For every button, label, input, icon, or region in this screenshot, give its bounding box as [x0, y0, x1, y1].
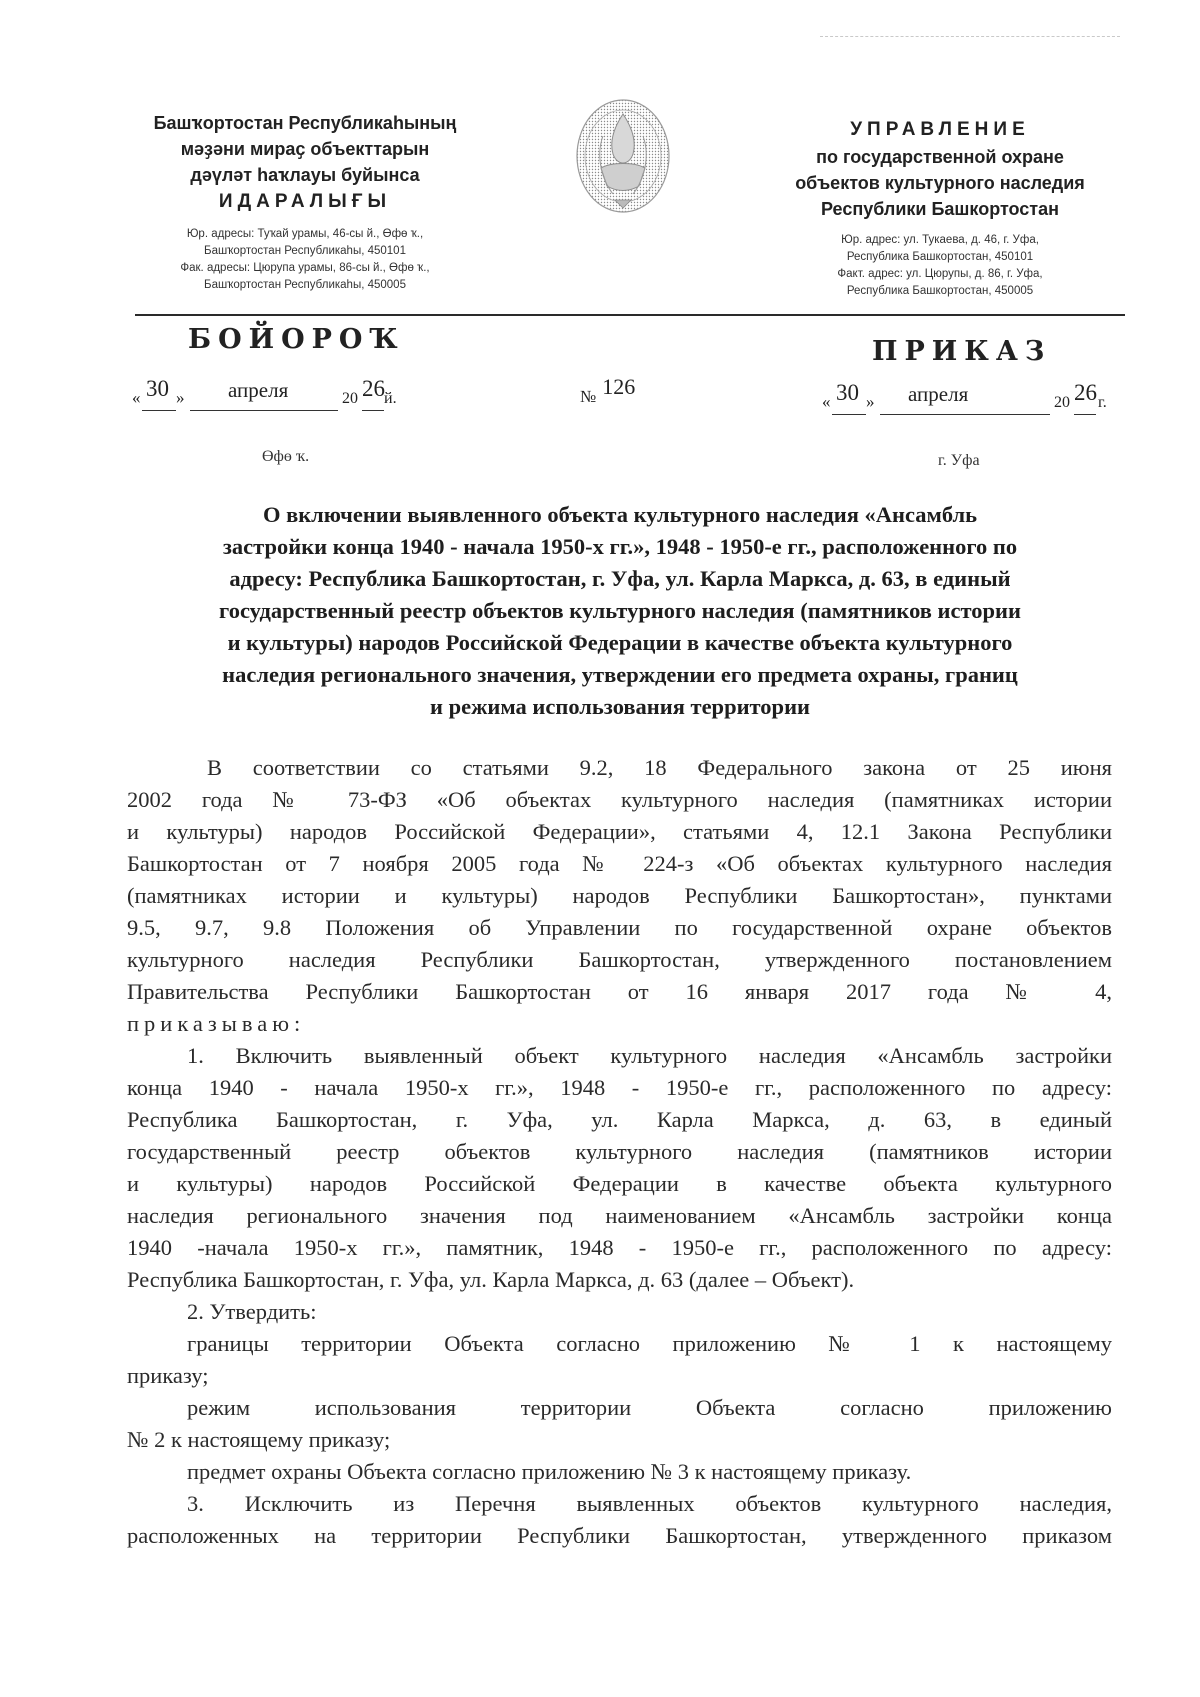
heading-line: О включении выявленного объекта культурного наследия «Ансамбль — [262, 502, 978, 527]
order-number — [580, 374, 636, 408]
document-heading — [126, 499, 1114, 723]
city-russian: г. Уфа — [938, 452, 980, 469]
body-line: (памятниках истории и культуры) народов Республики Башкортостан», пунктами — [127, 883, 1112, 908]
body-line: наследия регионального значения под наименованием «Ансамбль застройки конца — [127, 1203, 1112, 1228]
org-header-russian — [770, 116, 1110, 300]
body-line: конца 1940 - начала 1950-х гг.», 1948 - 1950-е гг., расположенного по адресу: — [127, 1075, 1112, 1100]
quote-close: » — [176, 388, 185, 407]
body-line: и культуры) народов Российской Федерации», статьями 4, 12.1 Закона Республики — [127, 819, 1112, 844]
org-line: мәҙәни мираҫ объекттарын — [180, 139, 430, 159]
date-year: 26 — [362, 376, 385, 401]
body-line: государственный реестр объектов культурного наследия (памятников истории — [127, 1139, 1112, 1164]
date-suffix: г. — [1098, 394, 1107, 411]
body-line: 9.5, 9.7, 9.8 Положения об Управлении по государственной охране объектов — [127, 915, 1112, 940]
coat-of-arms-icon — [573, 96, 673, 216]
body-line: 1. Включить выявленный объект культурного наследия «Ансамбль застройки — [187, 1043, 1112, 1068]
body-line: Правительства Республики Башкортостан от 16 января 2017 года № 4, — [127, 979, 1112, 1004]
heading-line: и культуры) народов Российской Федерации в качестве объекта культурного — [227, 630, 1013, 655]
org-name-russian — [770, 116, 1110, 222]
org-line: объектов культурного наследия — [795, 173, 1085, 193]
org-line: дәүләт һаҡлауы буйынса — [190, 165, 420, 185]
address-line: Факт. адрес: ул. Цюрупы, д. 86, г. Уфа, — [837, 268, 1043, 280]
scan-artifact — [820, 36, 1120, 37]
address-line: Башҡортостан Республикаһы, 450101 — [204, 245, 406, 257]
date-day: 30 — [836, 380, 859, 405]
address-line: Республика Башкортостан, 450005 — [846, 285, 1034, 297]
year-underline — [1074, 414, 1096, 415]
address-bashkir — [120, 226, 490, 294]
order-title-bashkir: БОЙОРОҠ — [188, 324, 405, 355]
body-line: Башкортостан от 7 ноября 2005 года № 224-з «Об объектах культурного наследия — [127, 851, 1112, 876]
body-line: 2. Утвердить: — [187, 1299, 317, 1324]
day-underline — [142, 410, 176, 411]
heading-line: государственный реестр объектов культурного наследия (памятников истории — [219, 598, 1021, 623]
quote-open: « — [132, 388, 141, 407]
address-line: Республика Башкортостан, 450101 — [846, 251, 1034, 263]
date-suffix: й. — [384, 390, 397, 407]
number-value: 126 — [602, 374, 636, 399]
org-name-bashkir — [120, 110, 490, 216]
header-divider — [135, 314, 1125, 316]
address-russian — [770, 232, 1110, 300]
quote-close: » — [866, 392, 875, 411]
org-line: по государственной охране — [816, 147, 1064, 167]
day-underline — [832, 414, 866, 415]
body-line-order-word: приказываю: — [127, 1011, 306, 1036]
body-line: 2002 года № 73-ФЗ «Об объектах культурного наследия (памятниках истории — [127, 787, 1112, 812]
body-line: и культуры) народов Российской Федерации в качестве объекта культурного — [127, 1171, 1112, 1196]
year-underline — [362, 410, 384, 411]
city-bashkir: Өфө ҡ. — [262, 448, 310, 465]
date-century: 20 — [342, 390, 358, 407]
address-line: Юр. адресы: Туҡай урамы, 46-сы й., Өфө ҡ., — [186, 228, 424, 240]
order-date-russian — [822, 380, 1122, 420]
quote-open: « — [822, 392, 831, 411]
body-line: приказу; — [127, 1363, 209, 1388]
address-line: Фак. адресы: Цюрупа урамы, 86-сы й., Өфө ҡ., — [180, 262, 430, 274]
order-title-russian: ПРИКАЗ — [872, 336, 1052, 367]
date-month: апреля — [908, 382, 969, 406]
body-line: Республика Башкортостан, г. Уфа, ул. Карла Маркса, д. 63 (далее – Объект). — [127, 1267, 855, 1292]
body-line: В соответствии со статьями 9.2, 18 Федерального закона от 25 июня — [207, 755, 1112, 780]
date-century: 20 — [1054, 394, 1070, 411]
body-line: границы территории Объекта согласно приложению № 1 к настоящему — [187, 1331, 1112, 1356]
body-line: 1940 -начала 1950-х гг.», памятник, 1948 - 1950-е гг., расположенного по адресу: — [127, 1235, 1112, 1260]
org-emphasis: ИДАРАЛЫҒЫ — [218, 191, 392, 212]
heading-line: застройки конца 1940 - начала 1950-х гг.», 1948 - 1950-е гг., расположенного по — [222, 534, 1018, 559]
body-line: предмет охраны Объекта согласно приложению № 3 к настоящему приказу. — [187, 1459, 912, 1484]
org-header-bashkir — [120, 110, 490, 294]
document-body — [127, 752, 1112, 1552]
body-line: Республика Башкортостан, г. Уфа, ул. Карла Маркса, д. 63, в единый — [127, 1107, 1112, 1132]
date-year: 26 — [1074, 380, 1097, 405]
heading-line: адресу: Республика Башкортостан, г. Уфа, ул. Карла Маркса, д. 63, в единый — [229, 566, 1011, 591]
org-line: Республики Башкортостан — [821, 199, 1059, 219]
date-month: апреля — [228, 378, 289, 402]
heading-line: и режима использования территории — [429, 694, 810, 719]
body-line: расположенных на территории Республики Башкортостан, утвержденного приказом — [127, 1523, 1112, 1548]
address-line: Башҡортостан Республикаһы, 450005 — [204, 279, 406, 291]
date-day: 30 — [146, 376, 169, 401]
body-line: режим использования территории Объекта согласно приложению — [187, 1395, 1112, 1420]
body-line: № 2 к настоящему приказу; — [127, 1427, 391, 1452]
month-underline — [190, 410, 338, 411]
body-line: культурного наследия Республики Башкортостан, утвержденного постановлением — [127, 947, 1112, 972]
order-date-bashkir — [132, 376, 452, 416]
address-line: Юр. адрес: ул. Тукаева, д. 46, г. Уфа, — [841, 234, 1039, 246]
org-emphasis: УПРАВЛЕНИЕ — [850, 119, 1030, 140]
number-sign: № — [580, 387, 597, 406]
body-line: 3. Исключить из Перечня выявленных объектов культурного наследия, — [187, 1491, 1112, 1516]
month-underline — [880, 414, 1050, 415]
org-line: Башҡортостан Республикаһының — [153, 113, 457, 133]
heading-line: наследия регионального значения, утверждении его предмета охраны, границ — [222, 662, 1018, 687]
